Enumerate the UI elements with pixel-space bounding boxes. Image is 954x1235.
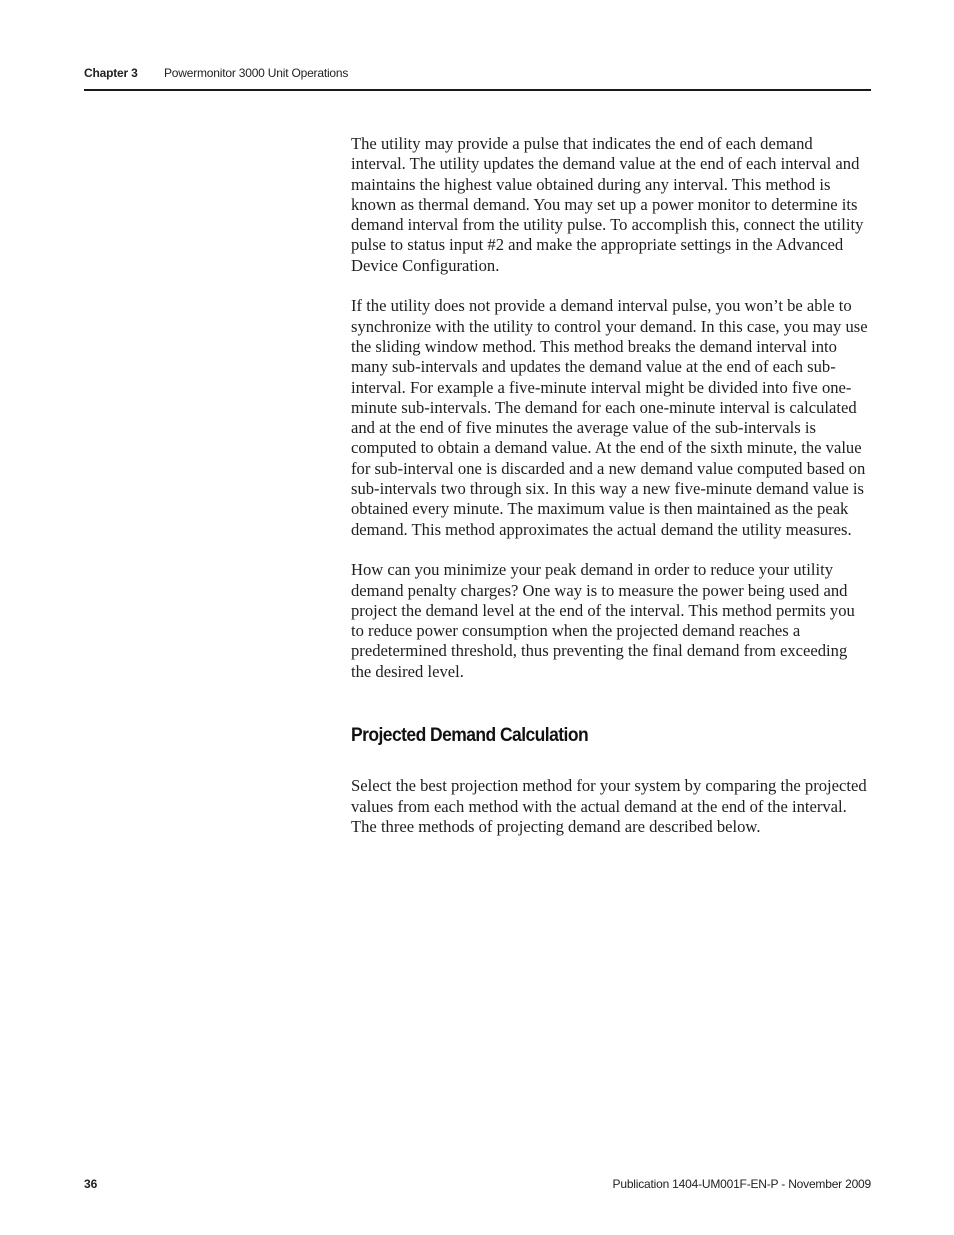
header-rule: [84, 89, 871, 91]
page-number: 36: [84, 1177, 98, 1191]
page-header: [84, 66, 871, 90]
chapter-title: Powermonitor 3000 Unit Operations: [164, 66, 349, 80]
paragraph-thermal-demand: The utility may provide a pulse that indicates the end of each demand interval. The utility updates the demand value at the end of each interval and maintains the highest value obtained during any interval. This method is known as thermal demand. You may set up a power monitor to determine its demand interval from the utility pulse. To accomplish this, connect the utility pulse to status input #2 and make the appropriate settings in the Advanced Device Configuration.: [351, 134, 864, 275]
page-footer: [84, 1177, 871, 1197]
publication-info: Publication 1404-UM001F-EN-P - November 2009: [612, 1177, 871, 1191]
paragraph-minimize-demand: How can you minimize your peak demand in order to reduce your utility demand penalty charges? One way is to measure the power being used and project the demand level at the end of the interval. This method permits you to reduce power consumption when the projected demand reaches a predetermined threshold, thus preventing the final demand from exceeding the desired level.: [351, 560, 855, 681]
paragraph-sliding-window: If the utility does not provide a demand interval pulse, you won’t be able to synchronize with the utility to control your demand. In this case, you may use the sliding window method. This method breaks the demand interval into many sub-intervals and updates the demand value at the end of each sub-interval. For example a five-minute interval might be divided into five one-minute sub-intervals. The demand for each one-minute interval is calculated and at the end of five minutes the average value of the sub-intervals is computed to obtain a demand value. At the end of the sixth minute, the value for sub-interval one is discarded and a new demand value computed based on sub-intervals two through six. In this way a new five-minute demand value is obtained every minute. The maximum value is then maintained as the peak demand. This method approximates the actual demand the utility measures.: [351, 296, 868, 539]
section-heading: Projected Demand Calculation: [351, 725, 589, 747]
main-content: [351, 134, 871, 858]
chapter-label: Chapter 3: [84, 66, 138, 80]
paragraph-projection-method: Select the best projection method for your system by comparing the projected values from each method with the actual demand at the end of the interval. The three methods of projecting demand are described below.: [351, 776, 867, 836]
